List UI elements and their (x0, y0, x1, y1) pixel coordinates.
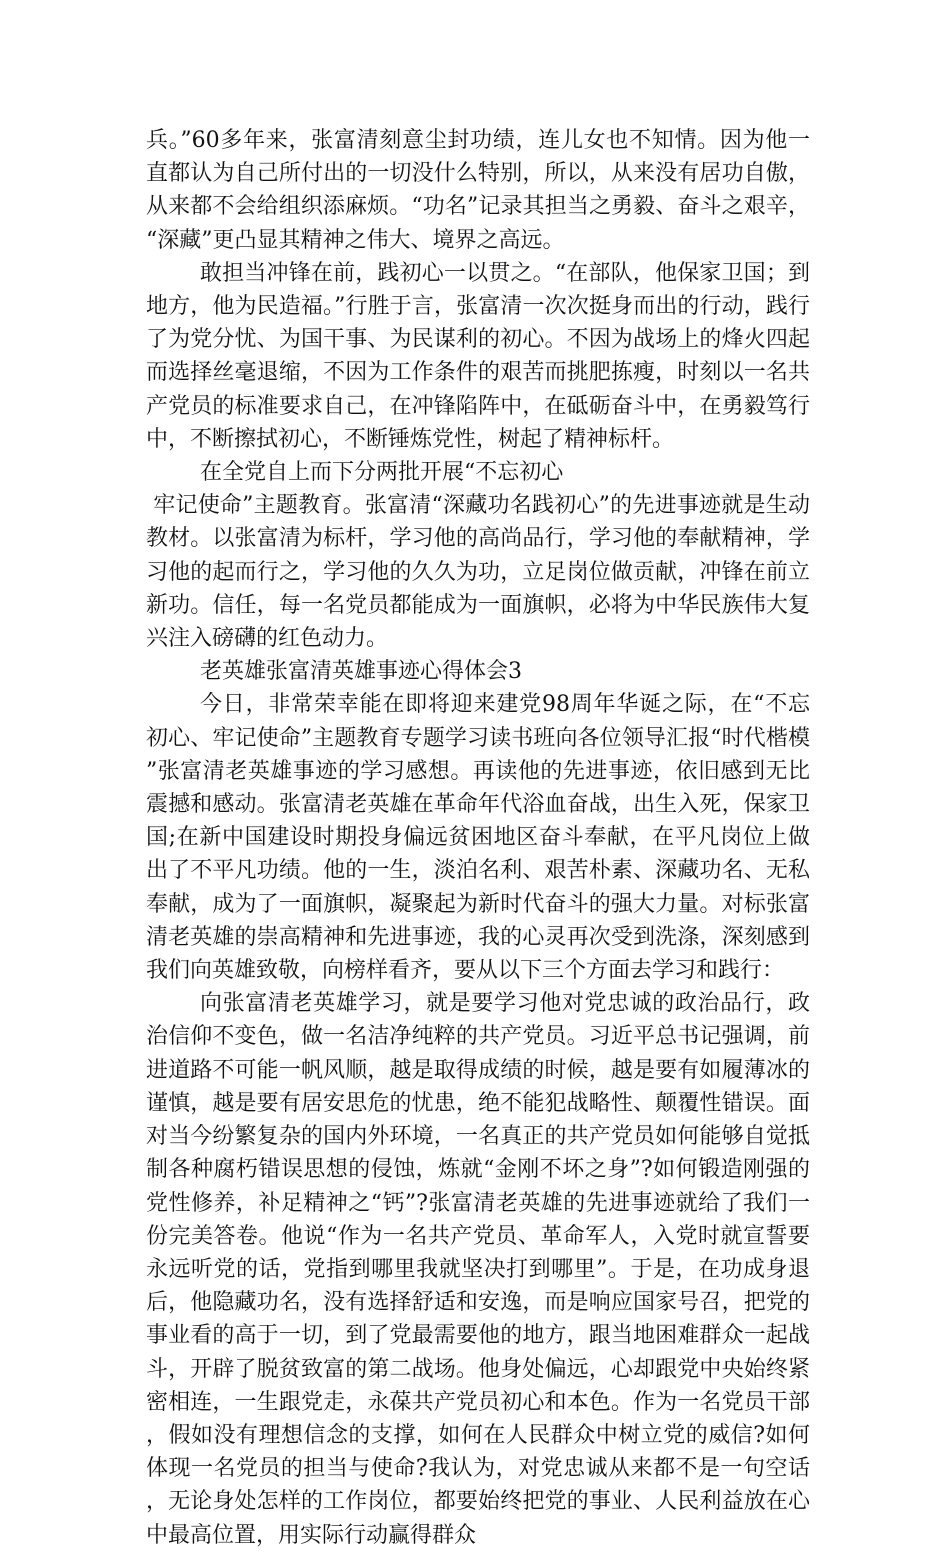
paragraph-5: 今日，非常荣幸能在即将迎来建党98周年华诞之际，在“不忘初心、牢记使命”主题教育专题学习读书班向各位领导汇报“时代楷模”张富清老英雄事迹的学习感想。再读他的先进事迹，依旧感到无比震撼和感动。张富清老英雄在革命年代浴血奋战，出生入死，保家卫国;在新中国建设时期投身偏远贫困地区奋斗奉献，在平凡岗位上做出了不平凡功绩。他的一生，淡泊名利、艰苦朴素、深藏功名、无私奉献，成为了一面旗帜，凝聚起为新时代奋斗的强大力量。对标张富清老英雄的崇高精神和先进事迹，我的心灵再次受到洗涤，深刻感到我们向英雄致敬，向榜样看齐，要从以下三个方面去学习和践行： (146, 692, 810, 984)
paragraph-2: 敢担当冲锋在前，践初心一以贯之。“在部队，他保家卫国；到地方，他为民造福。”行胜于言，张富清一次次挺身而出的行动，践行了为党分忧、为国干事、为民谋利的初心。不因为战场上的烽火四起而选择丝毫退缩，不因为工作条件的艰苦而挑肥拣瘦，时刻以一名共产党员的标准要求自己，在冲锋陷阵中，在砥砺奋斗中，在勇毅笃行中，不断擦拭初心，不断锤炼党性，树起了精神标杆。 (146, 260, 810, 452)
paragraph-6: 向张富清老英雄学习，就是要学习他对党忠诚的政治品行，政治信仰不变色，做一名洁净纯粹的共产党员。习近平总书记强调，前进道路不可能一帆风顺，越是取得成绩的时候，越是要有如履薄冰的谨慎，越是要有居安思危的忧患，绝不能犯战略性、颠覆性错误。面对当今纷繁复杂的国内外环境，一名真正的共产党员如何能够自觉抵制各种腐朽错误思想的侵蚀，炼就“金刚不坏之身”?如何锻造刚强的党性修养，补足精神之“钙”?张富清老英雄的先进事迹就给了我们一份完美答卷。他说“作为一名共产党员、革命军人，入党时就宣誓要永远听党的话，党指到哪里我就坚决打到哪里”。于是，在功成身退后，他隐藏功名，没有选择舒适和安逸，而是响应国家号召，把党的事业看的高于一切，到了党最需要他的地方，跟当地困难群众一起战斗，开辟了脱贫致富的第二战场。他身处偏远，心却跟党中央始终紧密相连，一生跟党走，永葆共产党员初心和本色。作为一名党员干部，假如没有理想信念的支撑，如何在人民群众中树立党的威信?如何体现一名党员的担当与使命?我认为，对党忠诚从来都不是一句空话，无论身处怎样的工作岗位，都要始终把党的事业、人民利益放在心中最高位置，用实际行动赢得群众 (146, 991, 810, 1548)
paragraph-3: 在全党自上而下分两批开展“不忘初心 (200, 460, 564, 486)
document-page (146, 124, 810, 1552)
paragraph-4: 牢记使命”主题教育。张富清“深藏功名践初心”的先进事迹就是生动教材。以张富清为标杆，学习他的高尚品行，学习他的奉献精神，学习他的起而行之，学习他的久久为功，立足岗位做贡献，冲锋在前立新功。信任，每一名党员都能成为一面旗帜，必将为中华民族伟大复兴注入磅礴的红色动力。 (146, 493, 810, 652)
paragraph-1: 兵。”60多年来，张富清刻意尘封功绩，连儿女也不知情。因为他一直都认为自己所付出的一切没什么特别，所以，从来没有居功自傲，从来都不会给组织添麻烦。“功名”记录其担当之勇毅、奋斗之艰辛，“深藏”更凸显其精神之伟大、境界之高远。 (146, 128, 810, 253)
section-heading: 老英雄张富清英雄事迹心得体会3 (200, 659, 522, 685)
